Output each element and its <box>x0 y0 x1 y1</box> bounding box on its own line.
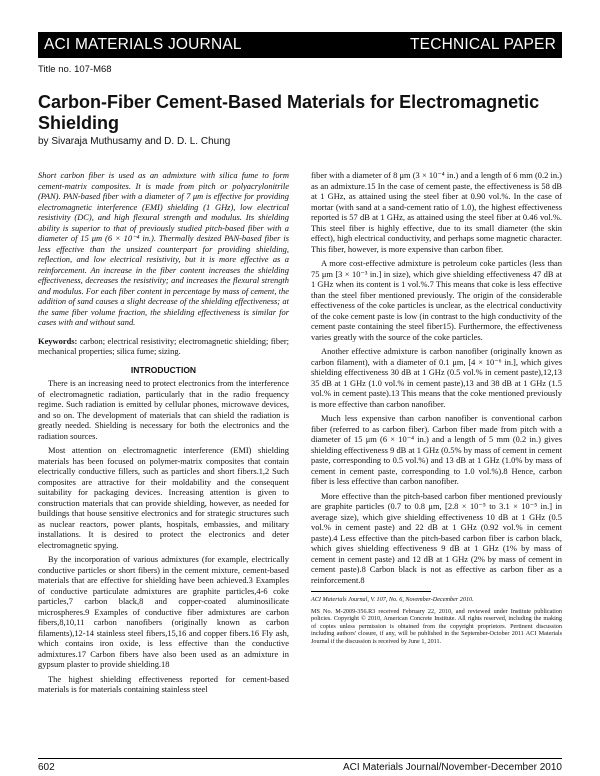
section-heading-introduction: INTRODUCTION <box>130 364 197 375</box>
keywords-label: Keywords: <box>38 335 78 346</box>
authors: by Sivaraja Muthusamy and D. D. L. Chung <box>38 136 231 147</box>
footer-divider <box>38 758 562 759</box>
body-paragraph: More effective than the pitch-based carbon fiber mentioned previously are graphite particles (0.7 to 0.8 μm, [2.8 × 10⁻⁵ to 3.1 × 10⁻⁵ in.] in average size), which give shielding effectiveness 10 dB at 1 GHz (0.5 vol.% in cement paste) and 22 dB at 1 GHz (0.92 vol.% in cement paste).4 Less effective than the pitch-based carbon fiber is carbon black, which gives shielding effectiveness 9 dB at 1 GHz (1% by mass of cement in cement paste) and 12 dB at 1 GHz (2% by mass of cement in cement paste).8 Carbon black is not as effective as carbon fiber as a reinforcement.8 <box>311 490 562 585</box>
journal-header-bar <box>38 32 562 58</box>
abstract: Short carbon fiber is used as an admixture with silica fume to form cement-matrix composites. It is made from pitch or polyacrylonitrile (PAN). PAN-based fiber with a diameter of 7 μm is effective for providing electromagnetic interference (EMI) shielding (1 GHz), low electrical resistivity (DC), and high flexural strength and modulus. Its shielding ability is superior to that of previously studied pitch-based fiber with a diameter of 15 μm (6 × 10⁻⁴ in.). Thermally desized PAN-based fiber is less effective than the unsized counterpart for providing shielding, reflection, and low electrical resistivity, but it is more effective as a reinforcement. An increase in the fiber content increases the shielding effectiveness, decreases the resistivity; and increases the flexural strength and modulus. For each fiber content in percentage by mass of cement, the addition of sand causes a slight decrease of the shielding effectiveness; at the same fiber volume fraction, the shielding effectiveness is similar for cases with and without sand. <box>38 170 289 327</box>
intro-paragraph: There is an increasing need to protect electronics from the interference of electromagnetic radiation, particularly that in the radio frequency regime. Such radiation is emitted by cellular phones, microwave devices, and so on. The development of materials that can shield the radiation is greatly needed. Shielding is necessary for both the electronics and the radiation sources. <box>38 378 289 441</box>
intro-paragraph: By the incorporation of various admixtures (for example, electrically conductive particles or short fibers) in the cement mixture, cement-based materials that are effective for shielding have been achieved.3 Examples of conductive particulate admixtures are graphite particles,4-6 coke particles,7 carbon black,8 and copper-coated aluminosilicate microspheres.9 Examples of conductive fiber admixtures are carbon fibers,8,10,11 carbon nanofibers (originally known as carbon filaments),12-14 stainless steel fibers,15,16 and copper fibers.16 Fly ash, which contains iron oxide, is less effective than the conductive admixtures.17 Carbon fibers have also been used as an admixture in gypsum plaster to provide shielding.18 <box>38 554 289 669</box>
footnote-journal-ref-text: ACI Materials Journal, V. 107, No. 6, November-December 2010. <box>311 596 474 603</box>
keywords <box>38 336 289 357</box>
footnote-text: MS No. M-2009-356.R3 received February 22, 2010, and reviewed under Institute publication policies. Copyright © 2010, American Concrete Institute. All rights reserved, including the making of copies unless permission is obtained from the copyright proprietors. Pertinent discussion including authors' closure, if any, will be published in the September-October 2011 ACI Materials Journal if the discussion is received by June 1, 2011. <box>311 607 562 645</box>
page-number: 602 <box>38 762 55 773</box>
right-column <box>311 170 562 649</box>
body-paragraph: Much less expensive than carbon nanofiber is conventional carbon fiber (referred to as carbon fiber). Carbon fiber made from pitch with a diameter of 15 μm (6 × 10⁻⁴ in.) and a length of 5 mm (0.2 in.) gives shielding effectiveness 9 dB at 1 GHz (0.5% by mass of cement in cement paste, corresponding to 0.5 vol.%) and 13 dB at 1 GHz (1.0% by mass of cement in cement paste, corresponding to 1.0 vol.%).8 Hence, carbon fiber is less effective than carbon nanofiber. <box>311 413 562 486</box>
body-paragraph: A more cost-effective admixture is petroleum coke particles (less than 75 μm [3 × 10⁻³ in.] in size), which give shielding effectiveness 47 dB at 1 GHz when its content is 1 vol.%.7 This means that coke is less effective than the steel fiber mentioned previously. The origin of the considerable effectiveness of the coke particles is unclear, as the electrical conductivity of the coke cement paste is low (in contrast to the high conductivity of the cement paste containing the steel fiber15). Furthermore, the effectiveness varies greatly with the source of the coke particles. <box>311 258 562 342</box>
keywords-text: carbon; electrical resistivity; electromagnetic shielding; fiber; mechanical properties; silica fume; sizing. <box>38 335 290 356</box>
left-column <box>38 170 289 699</box>
journal-name: ACI MATERIALS JOURNAL <box>44 36 242 53</box>
paper-title: Carbon-Fiber Cement-Based Materials for Electromagnetic Shielding <box>38 92 540 133</box>
body-paragraph: fiber with a diameter of 8 μm (3 × 10⁻⁴ in.) and a length of 6 mm (0.2 in.) as an admixture.15 In the case of cement paste, the effectiveness is 58 dB at 1 GHz, as attained using the steel fiber at 0.90 vol.%. In the case of mortar (with sand at a sand-cement ratio of 1.0), the highest effectiveness reported is 57 dB at 1 GHz, as attained using the steel fiber at 0.46 vol.%. This steel fiber is highly effective, due to its small diameter (the skin effect), high electrical conductivity, and perhaps some magnetic character. This fiber, however, is more expensive than carbon fiber. <box>311 170 562 254</box>
body-paragraph: Another effective admixture is carbon nanofiber (originally known as carbon filament), with a diameter of 0.1 μm, [4 × 10⁻⁶ in.], which gives shielding effectiveness 30 dB at 1 GHz (0.5 vol.% in cement paste),12,13 35 dB at 1 GHz (1.0 vol.% in cement paste),13 and 38 dB at 1 GHz (1.5 vol.% in cement paste).13 This means that the coke mentioned previously is more effective than carbon nanofiber. <box>311 346 562 409</box>
paper-type: TECHNICAL PAPER <box>410 36 556 53</box>
title-number: Title no. 107-M68 <box>38 64 112 75</box>
footnote-journal-ref <box>311 596 562 604</box>
intro-paragraph: The highest shielding effectiveness reported for cement-based materials is for materials containing stainless steel <box>38 673 289 694</box>
intro-paragraph: Most attention on electromagnetic interference (EMI) shielding materials has been focused on polymer-matrix composites that contain electrically conductive fillers, such as particles and short fibers.1,2 Such composites are attractive for their moldability and the consequent suitability for packaging devices. Increasing attention is given to construction materials that can provide shielding, however, as needed for buildings that house sensitive electronics and for strategic structures such as nuclear reactors, power plants, hospitals, embassies, and military installations. It is desired to protect the electronics and deter electromagnetic spying. <box>38 445 289 550</box>
footnote-divider <box>311 591 431 592</box>
footer-journal: ACI Materials Journal/November-December 2010 <box>343 762 562 773</box>
